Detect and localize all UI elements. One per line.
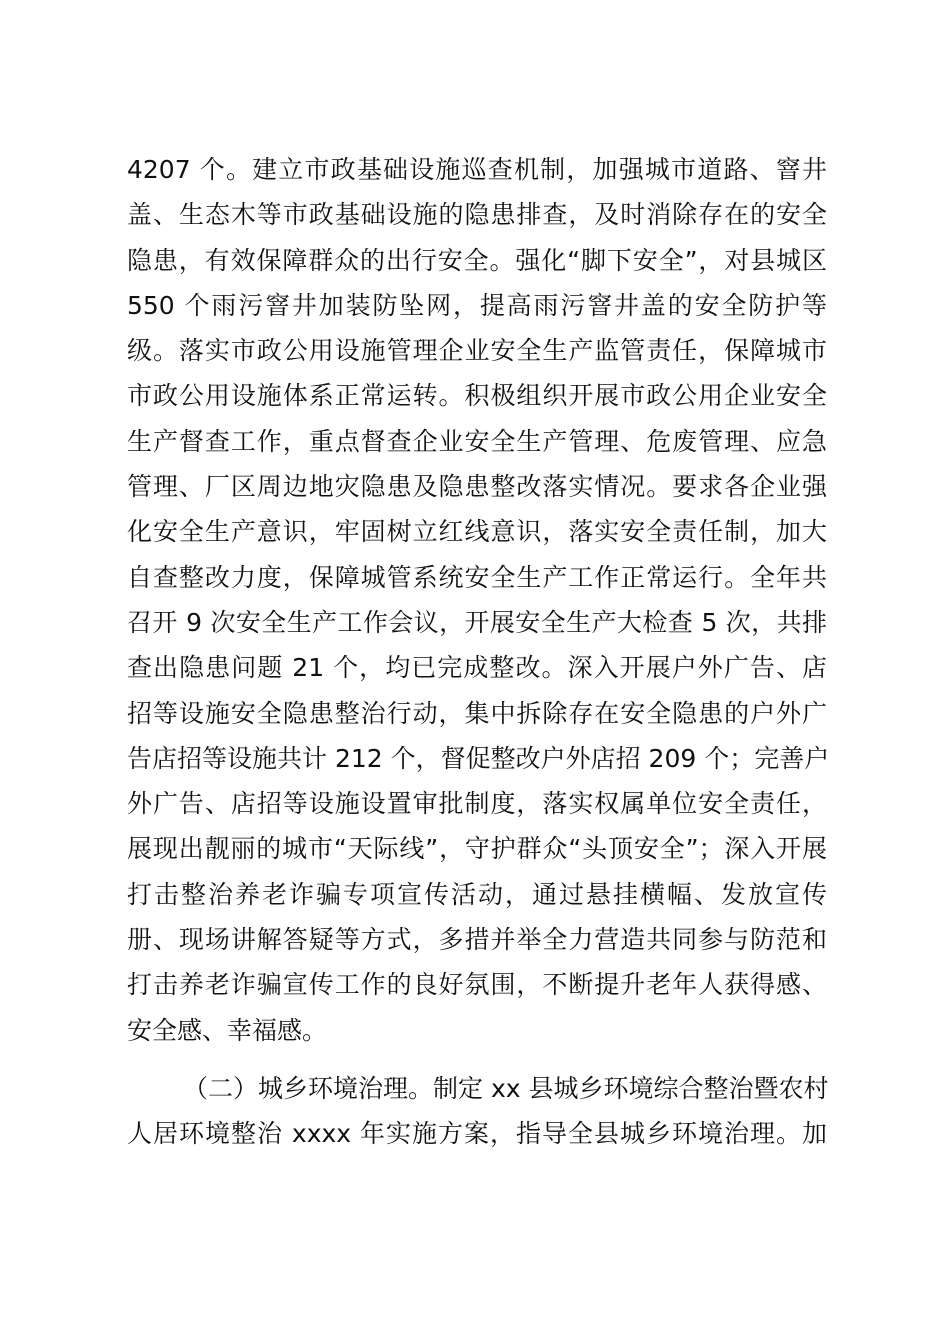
paragraph-line: 管理、厂区周边地灾隐患及隐患整改落实情况。要求各企业强 — [127, 472, 827, 502]
paragraph-2 — [127, 1066, 827, 1157]
paragraph-line: 市政公用设施体系正常运转。积极组织开展市政公用企业安全 — [127, 381, 827, 411]
paragraph-line: 外广告、店招等设施设置审批制度，落实权属单位安全责任， — [127, 789, 827, 819]
paragraph-line: 隐患，有效保障群众的出行安全。强化“脚下安全”，对县城区 — [127, 245, 827, 275]
paragraph-line: 打击养老诈骗宣传工作的良好氛围，不断提升老年人获得感、 — [127, 970, 827, 1000]
paragraph-line: 级。落实市政公用设施管理企业安全生产监管责任，保障城市 — [127, 336, 827, 366]
paragraph-line: 告店招等设施共计 212 个，督促整改户外店招 209 个；完善户 — [127, 743, 830, 773]
paragraph-line: 550 个雨污窨井加装防坠网，提高雨污窨井盖的安全防护等 — [127, 290, 827, 320]
paragraph-line: 打击整治养老诈骗专项宣传活动，通过悬挂横幅、发放宣传 — [127, 879, 827, 909]
paragraph-line: 自查整改力度，保障城管系统安全生产工作正常运行。全年共 — [127, 562, 827, 592]
paragraph-line: 招等设施安全隐患整治行动，集中拆除存在安全隐患的户外广 — [127, 698, 827, 728]
paragraph-1 — [127, 147, 830, 1053]
paragraph-line: 生产督查工作，重点督查企业安全生产管理、危废管理、应急 — [127, 426, 827, 456]
paragraph-line: 化安全生产意识，牢固树立红线意识，落实安全责任制，加大 — [127, 517, 827, 547]
paragraph-line: 查出隐患问题 21 个，均已完成整改。深入开展户外广告、店 — [127, 653, 827, 683]
paragraph-line: 人居环境整治 xxxx 年实施方案，指导全县城乡环境治理。加 — [127, 1119, 827, 1149]
paragraph-line: 召开 9 次安全生产工作会议，开展安全生产大检查 5 次，共排 — [127, 607, 827, 637]
paragraph-line: 安全感、幸福感。 — [127, 1015, 328, 1045]
paragraph-line: 册、现场讲解答疑等方式，多措并举全力营造共同参与防范和 — [127, 925, 827, 955]
paragraph-line: 盖、生态木等市政基础设施的隐患排查，及时消除存在的安全 — [127, 200, 827, 230]
section-heading-line: （二）城乡环境治理。制定 xx 县城乡环境综合整治暨农村 — [183, 1074, 829, 1103]
paragraph-line: 展现出靓丽的城市“天际线”，守护群众“头顶安全”；深入开展 — [127, 834, 827, 864]
paragraph-line: 4207 个。建立市政基础设施巡查机制，加强城市道路、窨井 — [127, 155, 827, 184]
